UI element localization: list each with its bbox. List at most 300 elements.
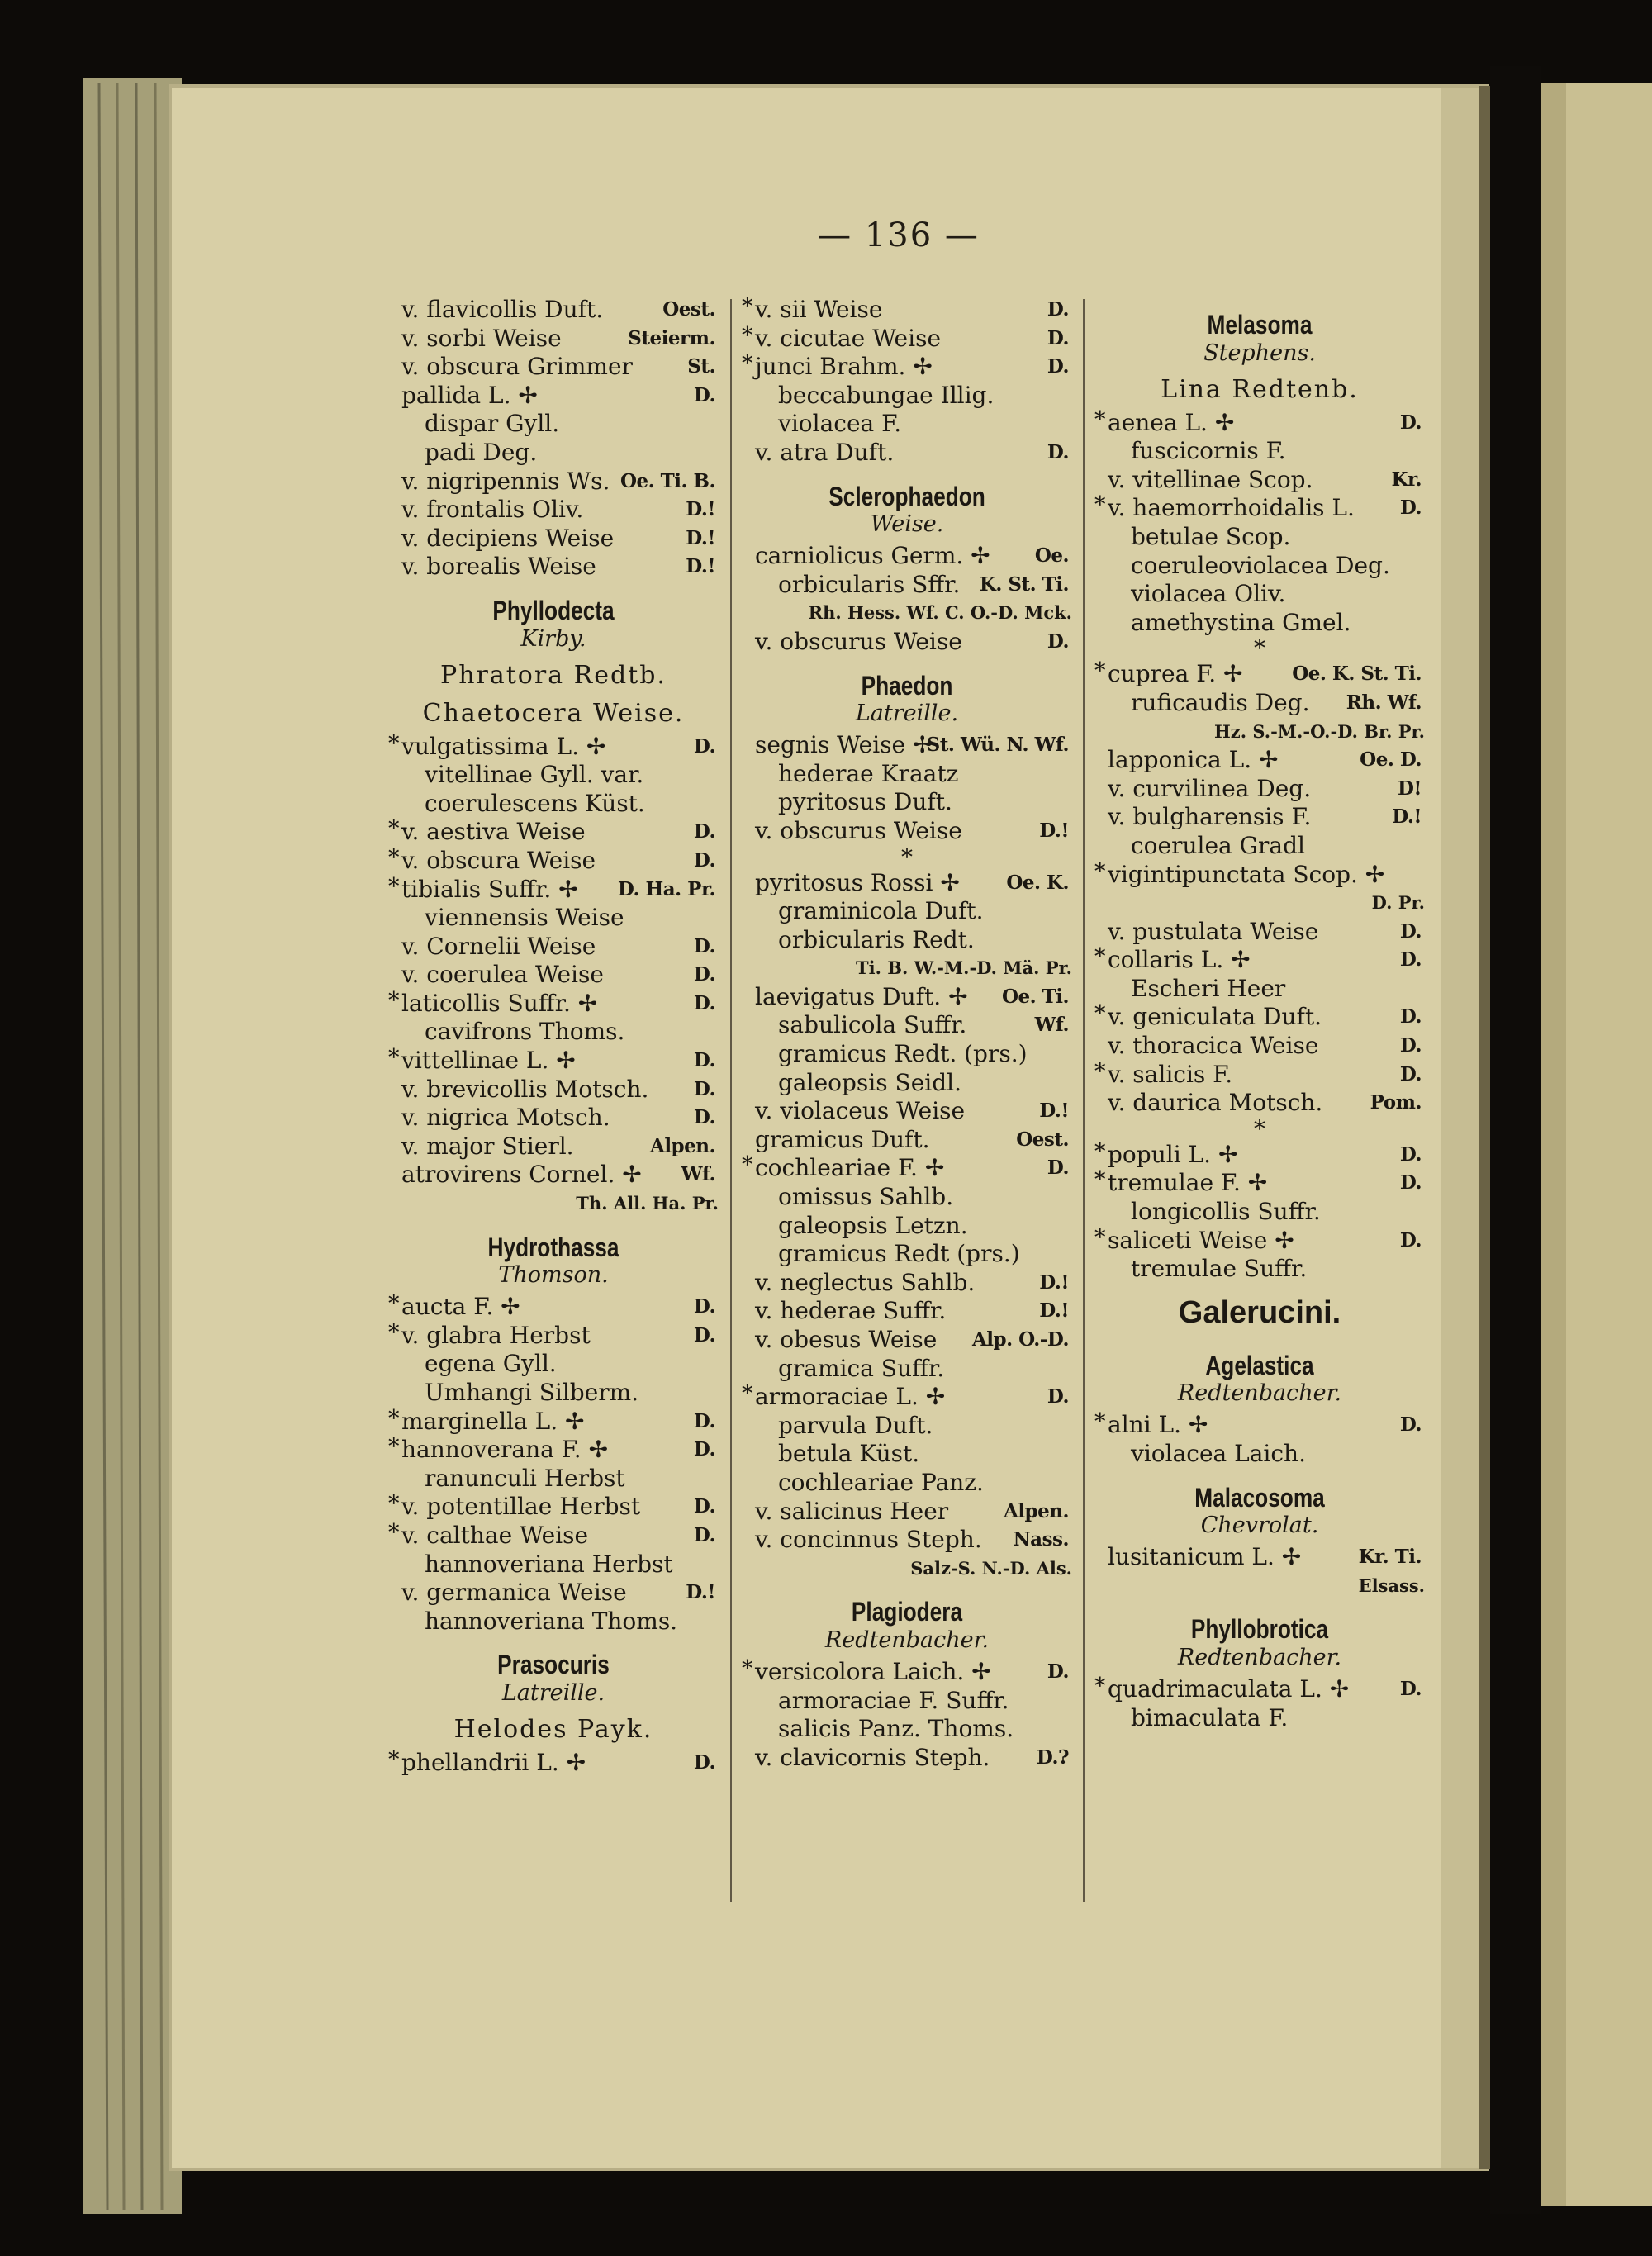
distribution-code: D. [1399, 496, 1422, 520]
genus-author: Thomson. [498, 1262, 609, 1289]
taxon-name: v. violaceus Weise [755, 1097, 966, 1125]
distribution-code: D. [1399, 948, 1422, 971]
catalogue-entry [388, 904, 719, 933]
catalogue-entry [388, 790, 719, 819]
taxon-name: galeopsis Seidl. [778, 1068, 962, 1096]
distribution-code: D. [1399, 919, 1422, 943]
asterisk-marker: * [388, 816, 400, 843]
catalogue-entry [388, 1133, 719, 1161]
taxon-name: v. potentillae Herbst [401, 1493, 641, 1521]
catalogue-entry [742, 1655, 1072, 1687]
catalogue-entry [742, 983, 1072, 1012]
catalogue-entry [1094, 580, 1425, 609]
taxon-name: Umhangi Silberm. [425, 1379, 639, 1406]
distribution-code: Alpen. [649, 1134, 715, 1157]
catalogue-entry [388, 296, 719, 325]
catalogue-entry [742, 1469, 1072, 1498]
catalogue-entry [1094, 1003, 1425, 1032]
asterisk-marker: * [1094, 406, 1106, 433]
catalogue-entry [1094, 1704, 1425, 1733]
genus-heading: Sclerophaedon [828, 481, 985, 511]
distribution-code: D.! [686, 498, 715, 521]
catalogue-entry [742, 542, 1072, 571]
taxon-name: v. pustulata Weise [1108, 917, 1319, 945]
distribution-code: D. [693, 1049, 715, 1072]
catalogue-entry [388, 1493, 719, 1522]
column-rule-right [1083, 299, 1085, 1902]
catalogue-entry [742, 1687, 1072, 1716]
catalogue-entry [1094, 1058, 1425, 1090]
asterisk-marker: * [388, 1405, 400, 1432]
taxon-name: graminicola Duft. [778, 897, 984, 925]
catalogue-entry [388, 1579, 719, 1608]
distribution-code: St. [687, 355, 715, 378]
asterisk-marker: * [388, 1291, 400, 1318]
taxon-name: v. concinnus Steph. [755, 1526, 982, 1554]
taxon-name: longicollis Suffr. [1131, 1198, 1321, 1226]
taxon-name: v. flavicollis Duft. [401, 296, 604, 323]
taxon-name: v. sii Weise [755, 296, 883, 323]
catalogue-entry [1094, 858, 1425, 890]
catalogue-entry [388, 1350, 719, 1379]
taxon-name: saliceti Weise ✢ [1108, 1226, 1294, 1254]
taxon-name: v. coerulea Weise [401, 961, 604, 989]
taxon-name: Escheri Heer [1131, 974, 1286, 1002]
distribution-code: D. Ha. Pr. [617, 877, 715, 900]
catalogue-entry [742, 1526, 1072, 1555]
taxon-name: amethystina Gmel. [1131, 608, 1351, 636]
taxon-name: lapponica L. ✢ [1108, 746, 1279, 774]
asterisk-marker: * [388, 1434, 400, 1460]
asterisk-marker: * [388, 1045, 400, 1071]
distribution-code: D. [1047, 1660, 1069, 1683]
distribution-code: D. [1047, 326, 1069, 349]
taxon-name: collaris L. ✢ [1108, 946, 1251, 974]
genus-author: Latreille. [501, 1679, 605, 1706]
distribution-code: D. [693, 848, 715, 872]
catalogue-entry [1094, 523, 1425, 552]
taxon-name: beccabungae Illig. [778, 381, 995, 409]
distribution-code: D.! [1039, 1100, 1069, 1123]
taxon-name: armoraciae F. Suffr. [778, 1686, 1009, 1714]
distribution-code: D. [693, 1750, 715, 1774]
taxon-name: v. atra Duft. [755, 438, 895, 466]
column-2 [742, 296, 1072, 1772]
distribution-code: D. [1399, 1142, 1422, 1166]
catalogue-entry [388, 873, 719, 905]
genus-author: Kirby. [520, 625, 586, 652]
asterisk-marker: * [742, 322, 753, 349]
taxon-name: v. Cornelii Weise [401, 932, 596, 960]
distribution-code: Wf. [681, 1163, 715, 1186]
taxon-name: vittellinae L. ✢ [401, 1047, 576, 1075]
taxon-name: vigintipunctata Scop. ✢ [1108, 860, 1385, 888]
asterisk-marker: * [1094, 1167, 1106, 1194]
catalogue-entry [1094, 1543, 1425, 1572]
asterisk-marker: * [1094, 1224, 1106, 1251]
catalogue-entry [742, 1154, 1072, 1183]
catalogue-entry [388, 1018, 719, 1047]
taxon-name: hannoveriana Herbst [425, 1550, 673, 1578]
column-rule-left [730, 299, 732, 1902]
taxon-name: v. geniculata Duft. [1108, 1003, 1322, 1031]
asterisk-marker: * [742, 1655, 753, 1682]
catalogue-entry [1094, 1169, 1425, 1198]
gutter [1490, 66, 1541, 2214]
catalogue-entry [742, 788, 1072, 817]
distribution-code: D.! [1039, 1270, 1069, 1294]
genus-author: Redtenbacher. [1177, 1380, 1342, 1407]
distribution-code: Kr. Ti. [1358, 1546, 1422, 1569]
distribution-code: Oe. K. [1006, 871, 1069, 894]
distribution-code: D. [693, 1106, 715, 1129]
catalogue-entry [388, 1319, 719, 1351]
subgenus-heading: Lina Redtenb. [1161, 374, 1359, 404]
taxon-name: v. clavicornis Steph. [755, 1743, 990, 1771]
asterisk-marker: * [742, 351, 753, 378]
distribution-code: D. [693, 820, 715, 843]
catalogue-entry [742, 1383, 1072, 1412]
genus-heading: Agelastica [1205, 1350, 1314, 1380]
distribution-code: Oe. K. St. Ti. [1292, 663, 1422, 686]
distribution-continuation: D. Pr. [1371, 892, 1425, 914]
catalogue-entry [742, 1126, 1072, 1155]
taxon-name: cuprea F. ✢ [1108, 660, 1243, 688]
taxon-name: omissus Sahlb. [778, 1183, 954, 1211]
catalogue-entry [742, 817, 1072, 846]
catalogue-entry [742, 869, 1072, 898]
distribution-code: St. Wü. N. Wf. [926, 734, 1069, 757]
taxon-name: v. calthae Weise [401, 1521, 589, 1549]
catalogue-entry [742, 382, 1072, 411]
catalogue-entry [742, 1240, 1072, 1269]
catalogue-entry [742, 628, 1072, 657]
section-separator: * [1254, 1114, 1265, 1142]
catalogue-entry [388, 1379, 719, 1408]
catalogue-entry [1094, 1032, 1425, 1061]
genus-heading: Phyllobrotica [1190, 1614, 1329, 1645]
taxon-name: junci Brahm. ✢ [755, 353, 933, 381]
subgenus-heading: Chaetocera Weise. [422, 698, 685, 728]
catalogue-entry [1094, 1675, 1425, 1704]
catalogue-entry [388, 468, 719, 496]
catalogue-entry [388, 410, 719, 439]
taxon-name: ranunculi Herbst [425, 1464, 625, 1492]
catalogue-entry [1094, 406, 1425, 438]
catalogue-entry [1094, 437, 1425, 466]
taxon-name: tibialis Suffr. ✢ [401, 875, 578, 903]
catalogue-entry [742, 353, 1072, 382]
asterisk-marker: * [742, 1381, 753, 1408]
distribution-code: D. [693, 1438, 715, 1461]
distribution-continuation: Th. All. Ha. Pr. [576, 1193, 719, 1214]
distribution-continuation: Rh. Hess. Wf. C. O.-D. Mck. [808, 602, 1072, 624]
distribution-code: Pom. [1370, 1091, 1422, 1114]
page-stack-edge [83, 78, 182, 2214]
catalogue-entry [742, 1212, 1072, 1241]
distribution-code: D. [693, 1495, 715, 1518]
distribution-code: D. [693, 1409, 715, 1432]
catalogue-entry [742, 322, 1072, 354]
asterisk-marker: * [388, 873, 400, 900]
distribution-code: D. [1399, 1005, 1422, 1028]
distribution-continuation: Elsass. [1358, 1574, 1425, 1596]
asterisk-marker: * [1094, 944, 1106, 971]
catalogue-entry [742, 897, 1072, 926]
catalogue-entry [742, 1355, 1072, 1384]
taxon-name: v. obscurus Weise [755, 627, 962, 655]
taxon-name: v. nigrica Motsch. [401, 1104, 610, 1132]
distribution-code: Alp. O.-D. [971, 1328, 1069, 1351]
asterisk-marker: * [388, 844, 400, 871]
distribution-code: Oe. D. [1360, 748, 1422, 772]
catalogue-entry [388, 844, 719, 876]
taxon-name: betula Küst. [778, 1440, 920, 1468]
distribution-code: D. [1399, 1034, 1422, 1057]
taxon-name: atrovirens Cornel. ✢ [401, 1161, 642, 1189]
taxon-name: coerulescens Küst. [425, 789, 645, 817]
distribution-code: Oe. [1034, 544, 1069, 568]
distribution-code: D. [1047, 298, 1069, 321]
taxon-name: v. haemorrhoidalis L. [1108, 494, 1355, 522]
subgenus-heading: Helodes Payk. [453, 1714, 653, 1744]
asterisk-marker: * [388, 1746, 400, 1773]
taxon-name: v. obscurus Weise [755, 816, 962, 844]
distribution-continuation: Ti. B. W.-M.-D. Mä. Pr. [855, 957, 1072, 979]
taxon-name: v. daurica Motsch. [1108, 1089, 1323, 1117]
catalogue-entry [1094, 609, 1425, 638]
genus-author: Latreille. [855, 701, 959, 727]
distribution-code: D. [693, 1523, 715, 1546]
catalogue-entry [742, 571, 1072, 600]
taxon-name: orbicularis Sffr. [778, 570, 961, 598]
taxon-name: cochleariae F. ✢ [755, 1154, 945, 1182]
distribution-code: Oest. [1016, 1128, 1069, 1151]
catalogue-entry [742, 1297, 1072, 1326]
distribution-code: D. [693, 991, 715, 1014]
asterisk-marker: * [742, 1152, 753, 1179]
distribution-code: Kr. [1391, 468, 1422, 491]
taxon-name: marginella L. ✢ [401, 1407, 585, 1435]
distribution-code: D. [1399, 1413, 1422, 1437]
asterisk-marker: * [1094, 1673, 1106, 1699]
asterisk-marker: * [388, 987, 400, 1014]
distribution-code: Rh. Wf. [1346, 691, 1422, 714]
taxon-name: v. curvilinea Deg. [1108, 774, 1312, 802]
genus-heading: Phaedon [861, 670, 953, 701]
catalogue-entry [388, 1293, 719, 1322]
catalogue-entry [742, 731, 1072, 760]
asterisk-marker: * [388, 1519, 400, 1546]
taxon-name: hederae Kraatz [778, 759, 959, 787]
catalogue-entry [388, 1519, 719, 1551]
taxon-name: v. hederae Suffr. [755, 1297, 947, 1325]
catalogue-entry [1094, 1198, 1425, 1227]
catalogue-entry [742, 1011, 1072, 1040]
taxon-name: coerulea Gradl [1131, 831, 1305, 859]
asterisk-marker: * [1094, 858, 1106, 885]
catalogue-entry [1094, 1255, 1425, 1284]
taxon-name: tremulae Suffr. [1131, 1255, 1308, 1283]
taxon-name: pyritosus Duft. [778, 788, 952, 816]
catalogue-entry [388, 325, 719, 354]
catalogue-entry [388, 439, 719, 468]
catalogue-entry [388, 1465, 719, 1494]
taxon-name: v. glabra Herbst [401, 1321, 591, 1349]
taxon-name: gramicus Redt. (prs.) [778, 1040, 1028, 1068]
taxon-name: vitellinae Gyll. var. [425, 761, 644, 789]
taxon-name: galeopsis Letzn. [778, 1211, 968, 1239]
taxon-name: v. salicinus Heer [755, 1497, 949, 1525]
catalogue-entry [388, 961, 719, 990]
taxon-name: v. aestiva Weise [401, 818, 586, 846]
taxon-name: gramicus Duft. [755, 1125, 930, 1153]
distribution-code: Oe. Ti. B. [620, 469, 715, 492]
catalogue-entry [742, 1069, 1072, 1098]
taxon-name: bimaculata F. [1131, 1703, 1289, 1731]
taxon-name: v. decipiens Weise [401, 524, 615, 552]
page-number: — 136 — [818, 216, 980, 254]
catalogue-entry [742, 1440, 1072, 1469]
taxon-name: v. frontalis Oliv. [401, 496, 584, 524]
catalogue-entry [388, 933, 719, 962]
genus-author: Redtenbacher. [1177, 1644, 1342, 1670]
genus-author: Stephens. [1203, 340, 1316, 366]
section-separator: * [901, 843, 913, 871]
distribution-code: D.! [686, 1581, 715, 1604]
asterisk-marker: * [1094, 658, 1106, 685]
distribution-code: D. [693, 734, 715, 758]
distribution-code: D. [1399, 1171, 1422, 1194]
catalogue-entry [742, 439, 1072, 468]
distribution-code: D. [1047, 629, 1069, 653]
asterisk-marker: * [1094, 1058, 1106, 1085]
genus-author: Chevrolat. [1200, 1513, 1319, 1539]
distribution-code: D.! [686, 526, 715, 549]
catalogue-entry [388, 1161, 719, 1190]
catalogue-entry [388, 987, 719, 1019]
taxon-name: lusitanicum L. ✢ [1108, 1543, 1302, 1571]
taxon-name: violacea Laich. [1131, 1440, 1306, 1467]
taxon-name: v. germanica Weise [401, 1579, 627, 1607]
taxon-name: padi Deg. [425, 438, 538, 466]
catalogue-entry [1094, 918, 1425, 947]
distribution-code: D.! [1392, 805, 1422, 829]
catalogue-entry [1094, 1440, 1425, 1469]
taxon-name: laevigatus Duft. ✢ [755, 982, 968, 1010]
catalogue-entry [388, 525, 719, 553]
distribution-code: D. [1047, 355, 1069, 378]
catalogue-entry [742, 1326, 1072, 1355]
catalogue-entry [742, 1097, 1072, 1126]
catalogue-entry [742, 926, 1072, 955]
taxon-name: laticollis Suffr. ✢ [401, 989, 598, 1017]
catalogue-entry [742, 1412, 1072, 1441]
genus-heading: Malacosoma [1194, 1482, 1325, 1513]
taxon-name: armoraciae L. ✢ [755, 1383, 946, 1411]
distribution-code: Wf. [1034, 1014, 1069, 1037]
distribution-code: D! [1397, 777, 1422, 800]
distribution-code: D. [693, 1077, 715, 1100]
catalogue-entry [1094, 1089, 1425, 1118]
distribution-code: D.! [686, 555, 715, 578]
catalogue-entry [388, 1047, 719, 1076]
distribution-code: K. St. Ti. [979, 572, 1069, 596]
distribution-continuation: Salz-S. N.-D. Als. [910, 1557, 1072, 1579]
taxon-name: v. cicutae Weise [755, 324, 942, 352]
distribution-code: Alpen. [1003, 1499, 1069, 1522]
catalogue-entry [742, 410, 1072, 439]
taxon-name: violacea F. [778, 410, 902, 438]
genus-heading: Plagiodera [851, 1597, 963, 1627]
tribe-heading: Galerucini. [1178, 1294, 1341, 1330]
taxon-name: segnis Weise ✢ [755, 731, 933, 759]
asterisk-marker: * [742, 294, 753, 320]
taxon-name: v. brevicollis Motsch. [401, 1075, 649, 1103]
catalogue-entry [1094, 1138, 1425, 1170]
catalogue-entry [388, 761, 719, 790]
catalogue-entry [1094, 775, 1425, 804]
asterisk-marker: * [1094, 1409, 1106, 1436]
taxon-name: violacea Oliv. [1131, 580, 1286, 608]
taxon-name: sabulicola Suffr. [778, 1011, 967, 1039]
taxon-name: hannoveriana Thoms. [425, 1607, 678, 1635]
taxon-name: fuscicornis F. [1131, 437, 1286, 465]
catalogue-entry [1094, 1224, 1425, 1256]
taxon-name: egena Gyll. [425, 1350, 557, 1378]
taxon-name: v. obscura Weise [401, 846, 596, 874]
distribution-code: D. [1047, 1156, 1069, 1180]
column-3 [1094, 296, 1425, 1732]
catalogue-entry [1094, 946, 1425, 975]
asterisk-marker: * [1094, 1138, 1106, 1165]
genus-heading: Phyllodecta [492, 595, 615, 625]
asterisk-marker: * [1094, 492, 1106, 519]
distribution-code: D. [1047, 440, 1069, 463]
distribution-code: D. [693, 1295, 715, 1318]
asterisk-marker: * [388, 1491, 400, 1517]
taxon-name: v. major Stierl. [401, 1132, 574, 1160]
genus-author: Redtenbacher. [824, 1627, 990, 1653]
catalogue-entry [388, 553, 719, 582]
taxon-name: cochleariae Panz. [778, 1468, 984, 1496]
taxon-name: v. sorbi Weise [401, 324, 562, 352]
taxon-name: parvula Duft. [778, 1411, 933, 1439]
taxon-name: aenea L. ✢ [1108, 408, 1235, 436]
taxon-name: pyritosus Rossi ✢ [755, 868, 960, 896]
asterisk-marker: * [388, 1319, 400, 1346]
catalogue-entry [1094, 552, 1425, 581]
catalogue-entry [1094, 1411, 1425, 1440]
asterisk-marker: * [388, 730, 400, 757]
catalogue-entry [388, 1405, 719, 1437]
taxon-name: gramicus Redt (prs.) [778, 1240, 1020, 1268]
taxon-name: v. neglectus Sahlb. [755, 1268, 976, 1296]
distribution-code: D.! [1039, 1299, 1069, 1323]
catalogue-entry [1094, 746, 1425, 775]
catalogue-entry [742, 1715, 1072, 1744]
taxon-name: quadrimaculata L. ✢ [1108, 1674, 1350, 1703]
distribution-code: D. [1399, 1228, 1422, 1251]
catalogue-entry [742, 1269, 1072, 1298]
catalogue-entry [1094, 832, 1425, 861]
taxon-name: orbicularis Redt. [778, 925, 975, 953]
distribution-code: Oe. Ti. [1001, 985, 1069, 1008]
catalogue-entry [742, 1040, 1072, 1069]
catalogue-entry [388, 818, 719, 847]
catalogue-entry [1094, 689, 1425, 718]
genus-heading: Melasoma [1207, 310, 1313, 340]
